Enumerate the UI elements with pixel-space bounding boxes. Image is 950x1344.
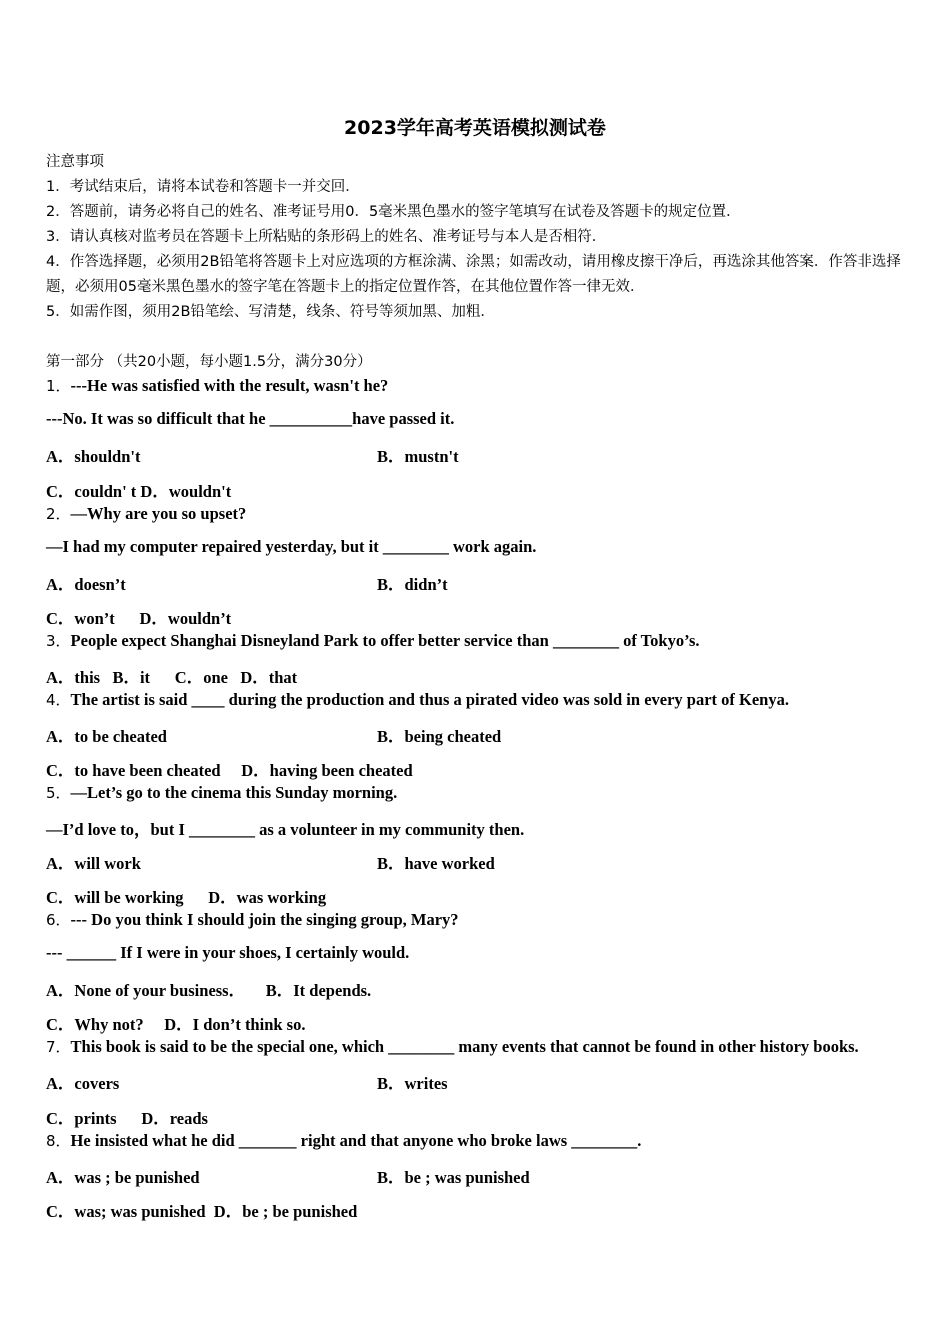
question-text: —Why are you so upset? [70,504,247,523]
question-5-options-ab [46,850,916,874]
notice-item: 5．如需作图，须用2B铅笔绘、写清楚，线条、符号等须加黑、加粗． [46,304,495,320]
question-3-stem [46,630,916,651]
question-5-line2: —I’d love to，but I ________ as a volunteer in my community then. [46,820,525,839]
notice-heading: 注意事项 [46,154,104,170]
question-number: 7． [46,1038,71,1056]
notice-item: 1．考试结束后，请将本试卷和答题卡一并交回． [46,179,360,195]
question-4-stem [46,689,916,710]
question-number: 6． [46,911,71,929]
question-5-options-cd[interactable]: C．will be working D．was working [46,888,327,907]
option-a[interactable]: A．to be cheated [46,727,167,746]
question-number: 1． [46,377,71,395]
option-b[interactable]: B．have worked [377,854,495,873]
question-number: 2． [46,505,71,523]
question-6-options-ab[interactable]: A．None of your business． B．It depends. [46,981,372,1000]
notice-item: 3．请认真核对监考员在答题卡上所粘贴的条形码上的姓名、准考证号与本人是否相符． [46,229,607,245]
option-a[interactable]: A．shouldn't [46,447,141,466]
question-number: 3． [46,632,71,650]
question-1-options-cd[interactable]: C．couldn' t D．wouldn't [46,482,232,501]
question-2-options-ab [46,571,916,595]
question-number: 5． [46,784,71,802]
question-3-options[interactable]: A．this B．it C．one D．that [46,668,298,687]
question-5-stem [46,782,916,803]
notice-item: 4．作答选择题，必须用2B铅笔将答题卡上对应选项的方框涂满、涂黑；如需改动，请用橡皮擦干净后，再选涂其他答案．作答非选择题，必须用05毫米黑色墨水的签字笔在答题卡上的指定位置作答，在其他位置作答一律无效． [46,254,901,295]
question-8-options-cd[interactable]: C．was; was punished D．be ; be punished [46,1202,358,1221]
question-text: --- Do you think I should join the singing group, Mary? [70,910,459,929]
question-4-options-cd[interactable]: C．to have been cheated D．having been cheated [46,761,413,780]
question-4-options-ab [46,723,916,747]
page-title: 2023学年高考英语模拟测试卷 [344,117,606,139]
section-heading: 第一部分 （共20小题，每小题1.5分，满分30分） [46,354,372,370]
question-2-line2: —I had my computer repaired yesterday, but it ________ work again. [46,537,537,556]
option-b[interactable]: B．mustn't [377,447,459,466]
option-a[interactable]: A．doesn’t [46,575,126,594]
question-8-options-ab [46,1164,916,1188]
question-1-stem [46,375,916,396]
question-text: He insisted what he did _______ right and that anyone who broke laws ________. [70,1131,642,1150]
question-6-options-cd[interactable]: C．Why not? D．I don’t think so. [46,1015,306,1034]
option-b[interactable]: B．being cheated [377,727,502,746]
question-2-options-cd[interactable]: C．won’t D．wouldn’t [46,609,232,628]
question-number: 8． [46,1132,71,1150]
question-text: This book is said to be the special one, which ________ many events that cannot be found in other history books. [70,1037,859,1056]
question-8-stem [46,1130,916,1151]
option-b[interactable]: B．didn’t [377,575,448,594]
notice-item: 2．答题前，请务必将自己的姓名、准考证号用0．5毫米黑色墨水的签字笔填写在试卷及答题卡的规定位置． [46,204,741,220]
option-a[interactable]: A．covers [46,1074,120,1093]
notice-block [46,150,906,325]
option-b[interactable]: B．writes [377,1074,448,1093]
option-a[interactable]: A．was ; be punished [46,1168,200,1187]
question-7-options-ab [46,1070,916,1094]
question-1-line2: ---No. It was so difficult that he __________have passed it. [46,409,455,428]
option-b[interactable]: B．be ; was punished [377,1168,530,1187]
question-text: The artist is said ____ during the production and thus a pirated video was sold in every part of Kenya. [70,690,789,709]
question-7-stem [46,1036,916,1057]
question-6-stem [46,909,916,930]
question-6-line2: --- ______ If I were in your shoes, I certainly would. [46,943,410,962]
question-1-options-ab [46,443,916,467]
question-7-options-cd[interactable]: C．prints D．reads [46,1109,208,1128]
question-text: —Let’s go to the cinema this Sunday morning. [70,783,398,802]
question-2-stem [46,503,916,524]
question-number: 4． [46,691,71,709]
option-a[interactable]: A．will work [46,854,141,873]
question-text: People expect Shanghai Disneyland Park to offer better service than ________ of Tokyo’s. [70,631,700,650]
question-text: ---He was satisfied with the result, wasn't he? [70,376,389,395]
